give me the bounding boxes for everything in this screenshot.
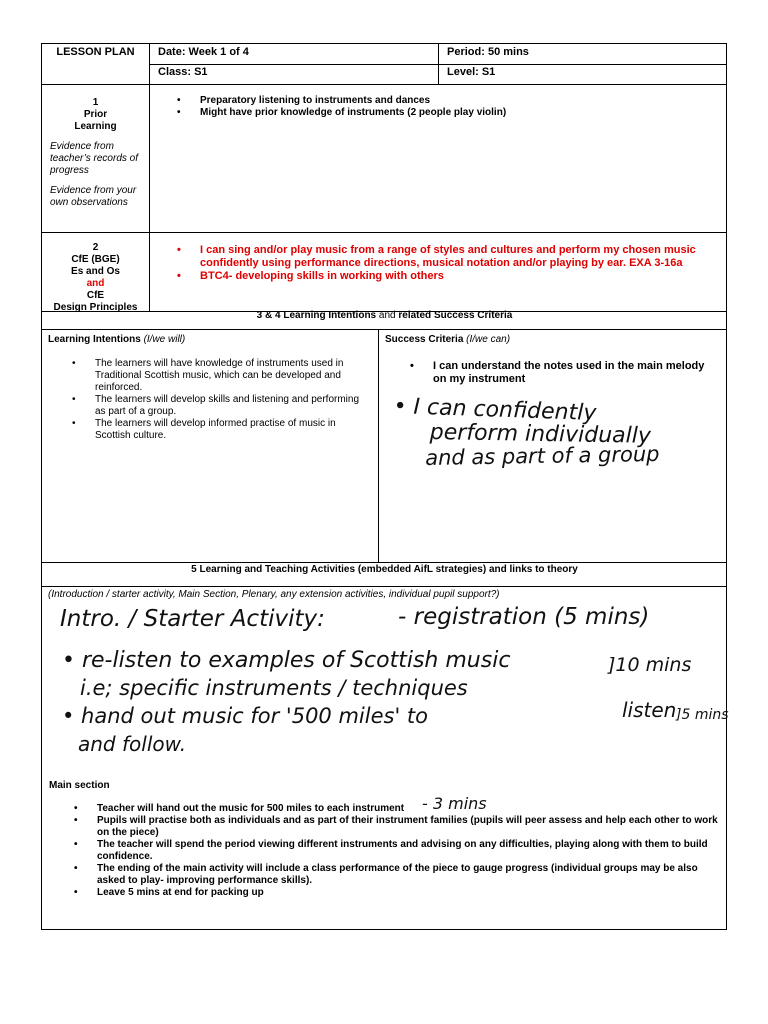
evidence-observations-note: Evidence from your own observations [50,185,137,208]
handwritten-criteria-line: perform individually [429,420,652,449]
handwritten-ten-mins: ]10 mins [608,654,692,676]
list-item: • The learners will develop informed practise of music in Scottish culture. [70,418,360,442]
handwritten-intro: Intro. / Starter Activity: [60,606,325,632]
list-item: • The teacher will spend the period viewing different instruments and advising on any difficulties, playing along with them to build confidence. [72,839,718,863]
lesson-plan-label: LESSON PLAN [56,46,135,58]
main-section-title: Main section [49,780,110,791]
class-field: Class: S1 [158,66,208,78]
list-item: • Leave 5 mins at end for packing up [72,887,718,899]
cfe-number: 2 [92,242,99,253]
lesson-plan-form [41,43,727,930]
handwritten-follow: and follow. [78,732,187,756]
success-criteria-list [408,360,708,386]
prior-learning-list [175,95,715,119]
handwritten-registration: - registration (5 mins) [398,604,650,630]
handwritten-criteria-line: and as part of a group [425,441,660,470]
header-row-divider [149,64,727,65]
success-criteria-title: Success Criteria (I/we can) [385,334,511,345]
row-divider [42,232,727,233]
criteria-column-divider [378,329,379,562]
list-item: • I can sing and/or play music from a range of styles and cultures and perform my chosen music confidently using performance directions, musical notation and/or playing by ear. EXA 3-16a [175,244,725,270]
list-item: • The learners will have knowledge of instruments used in Traditional Scottish music, which can be developed and reinforced. [70,358,360,394]
list-item: • The ending of the main activity will include a class performance of the piece to gauge progress (individual groups may be also asked to play- improving performance skills). [72,863,718,887]
row-divider [42,84,727,85]
list-item: • Might have prior knowledge of instruments (2 people play violin) [175,107,715,119]
handwritten-hand-out: • hand out music for '500 miles' to [62,704,428,728]
handwritten-criteria-line: • I can confidently [393,394,597,427]
row-divider [42,562,727,563]
cfe-label: Design Principles [53,302,138,313]
section-5-subheading: (Introduction / starter activity, Main Section, Plenary, any extension activities, individual pupil support?) [48,589,500,600]
period-field: Period: 50 mins [447,46,529,58]
cfe-outcomes-list [175,244,725,283]
list-item: • The learners will develop skills and listening and performing as part of a group. [70,394,360,418]
learning-intentions-list [70,358,360,442]
prior-learning-title: Learning [74,121,117,132]
row-divider [42,586,727,587]
learning-intentions-title: Learning Intentions (I/we will) [48,334,186,345]
evidence-records-note: Evidence from teacher’s records of progress [50,141,139,176]
handwritten-listen: listen [622,698,677,722]
prior-learning-number: 1 [92,97,99,108]
cfe-label: CfE (BGE) [71,254,120,265]
section-3-4-heading: 3 & 4 Learning Intentions and related Success Criteria [256,310,513,321]
level-field: Level: S1 [447,66,496,78]
list-item: • BTC4- developing skills in working with others [175,270,725,283]
cfe-label: CfE [86,290,105,301]
handwritten-five-mins: ]5 mins [676,707,729,723]
main-section-list [72,803,718,899]
handwritten-specific: i.e; specific instruments / techniques [80,676,468,700]
cfe-and-label: and [86,278,105,289]
prior-learning-title: Prior [83,109,108,120]
list-item: • Preparatory listening to instruments and dances [175,95,715,107]
section-5-heading: 5 Learning and Teaching Activities (embedded AifL strategies) and links to theory [191,564,578,575]
handwritten-relisten: • re-listen to examples of Scottish music [62,648,511,673]
handwritten-three-mins: - 3 mins [422,794,487,813]
list-item: • Teacher will hand out the music for 500 miles to each instrument [72,803,718,815]
list-item: • Pupils will practise both as individuals and as part of their instrument families (pupils will peer assess and help each other to work on the piece) [72,815,718,839]
date-field: Date: Week 1 of 4 [158,46,249,58]
cfe-label: Es and Os [71,266,120,277]
list-item: • I can understand the notes used in the main melody on my instrument [408,360,708,386]
row-divider [42,329,727,330]
